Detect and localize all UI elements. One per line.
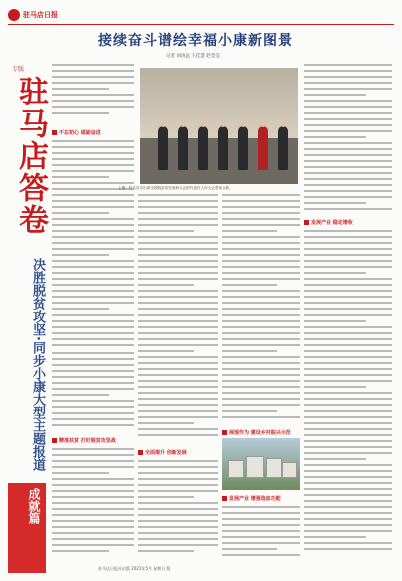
subhead-6: 发展产业 增强造血功能 [222,494,281,502]
bullet-square-icon [222,430,227,435]
subhead-5: 展现作为 建设乡村振兴示范 [222,428,291,436]
article-column-1b [52,140,134,350]
person-figure [158,126,168,170]
section-tag: 专版 [12,66,25,73]
vertical-subtitle: 决胜脱贫攻坚·同步小康大型主题报道 [30,258,45,471]
bullet-square-icon [222,496,227,501]
article-column-3 [222,194,300,426]
main-headline: 接续奋斗谱绘幸福小康新图景 [98,33,293,49]
person-figure [198,126,208,170]
paper-name: 驻马店日报 [23,11,58,19]
article-column-3b [222,506,300,560]
photo-caption: 上图：驻马店市出席全国脱贫攻坚表彰大会的代表在人民大会堂前合影。 [118,186,233,190]
left-title-column [8,28,46,573]
village-building [246,456,264,478]
village-building [266,458,282,478]
article-column-right-b [304,230,392,560]
person-figure [278,126,288,170]
subhead-3: 发展产业 稳定增收 [304,218,353,226]
person-head [240,120,246,127]
masthead [8,8,58,22]
group-photo [140,68,298,184]
page-footer: 驻马店日报社出版 2021年5月 星期日 版 [98,566,171,571]
bullet-square-icon [52,130,57,135]
person-head [160,120,166,127]
person-head [280,120,286,127]
person-head [200,120,206,127]
byline: 记者 刘涛远 王佳慧 赵莹莹 [166,54,220,59]
subhead-4: 全面提升 创新发展 [138,448,187,456]
vertical-title: 驻马店答卷 [13,76,48,236]
village-building [282,462,297,478]
person-head [180,120,186,127]
article-column-right-a [304,64,392,214]
subhead-2: 精准扶贫 打好脱贫攻坚战 [52,436,116,444]
article-column-1a [52,64,134,124]
person-head [220,120,226,127]
village-photo [222,438,300,490]
article-column-2b [138,460,218,560]
person-figure [258,126,268,170]
bullet-square-icon [138,450,143,455]
bullet-square-icon [52,438,57,443]
subhead-1: 不忘初心 砥砺奋进 [52,128,101,136]
article-column-1c [52,352,134,432]
village-building [228,460,244,478]
newspaper-logo-icon [8,9,20,21]
top-rule [8,24,394,25]
person-figure [238,126,248,170]
person-head [260,120,266,127]
bottom-label: 成就篇 [27,488,41,524]
article-column-2 [138,194,218,444]
person-figure [178,126,188,170]
bullet-square-icon [304,220,309,225]
person-figure [218,126,228,170]
article-column-1d [52,448,134,560]
